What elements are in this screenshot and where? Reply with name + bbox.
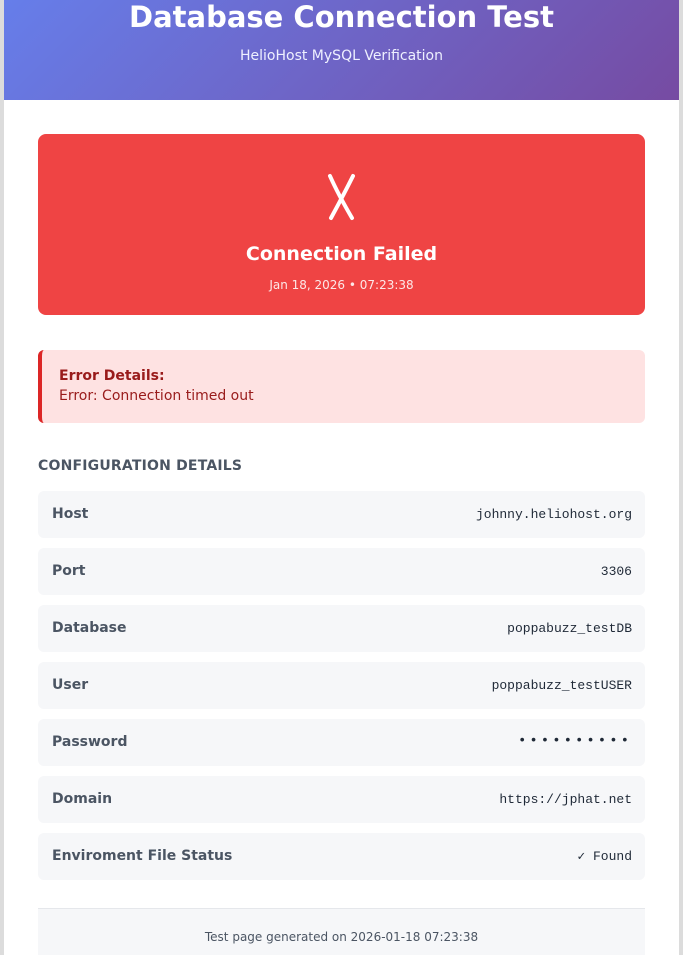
config-value: poppabuzz_testDB [507,621,632,636]
status-timestamp: Jan 18, 2026 • 07:23:38 [269,278,414,292]
env-file-status-value: ✓ Found [577,849,632,864]
connection-status-panel [38,134,645,315]
x-mark-icon [38,172,645,222]
config-row-password [38,719,645,766]
config-label: Port [52,563,86,579]
config-label: Domain [52,791,113,807]
config-label: Enviroment File Status [52,848,233,864]
config-row-host [38,491,645,538]
error-details-box [38,350,645,423]
error-title: Error Details: [59,368,165,384]
config-label: User [52,677,89,693]
config-value: 3306 [600,564,632,579]
config-row-database [38,605,645,652]
config-row-domain [38,776,645,823]
error-message: Error: Connection timed out [59,388,254,404]
config-row-env-file-status [38,833,645,880]
config-value: poppabuzz_testUSER [491,678,632,693]
config-section-title: CONFIGURATION DETAILS [38,458,243,474]
config-label: Password [52,734,128,750]
page-header [4,0,679,100]
page-subtitle: HelioHost MySQL Verification [240,48,443,64]
page-footer [38,908,645,955]
page-title: Database Connection Test [129,0,554,34]
config-row-user [38,662,645,709]
status-title: Connection Failed [245,243,438,265]
config-label: Database [52,620,127,636]
config-value: https://jphat.net [499,792,632,807]
test-card [4,0,679,955]
config-list [38,491,645,890]
masked-password-value: •••••••••• [517,733,632,749]
footer-text: Test page generated on 2026-01-18 07:23:38 [204,930,479,944]
config-row-port [38,548,645,595]
config-value: johnny.heliohost.org [475,507,632,522]
config-label: Host [52,506,89,522]
